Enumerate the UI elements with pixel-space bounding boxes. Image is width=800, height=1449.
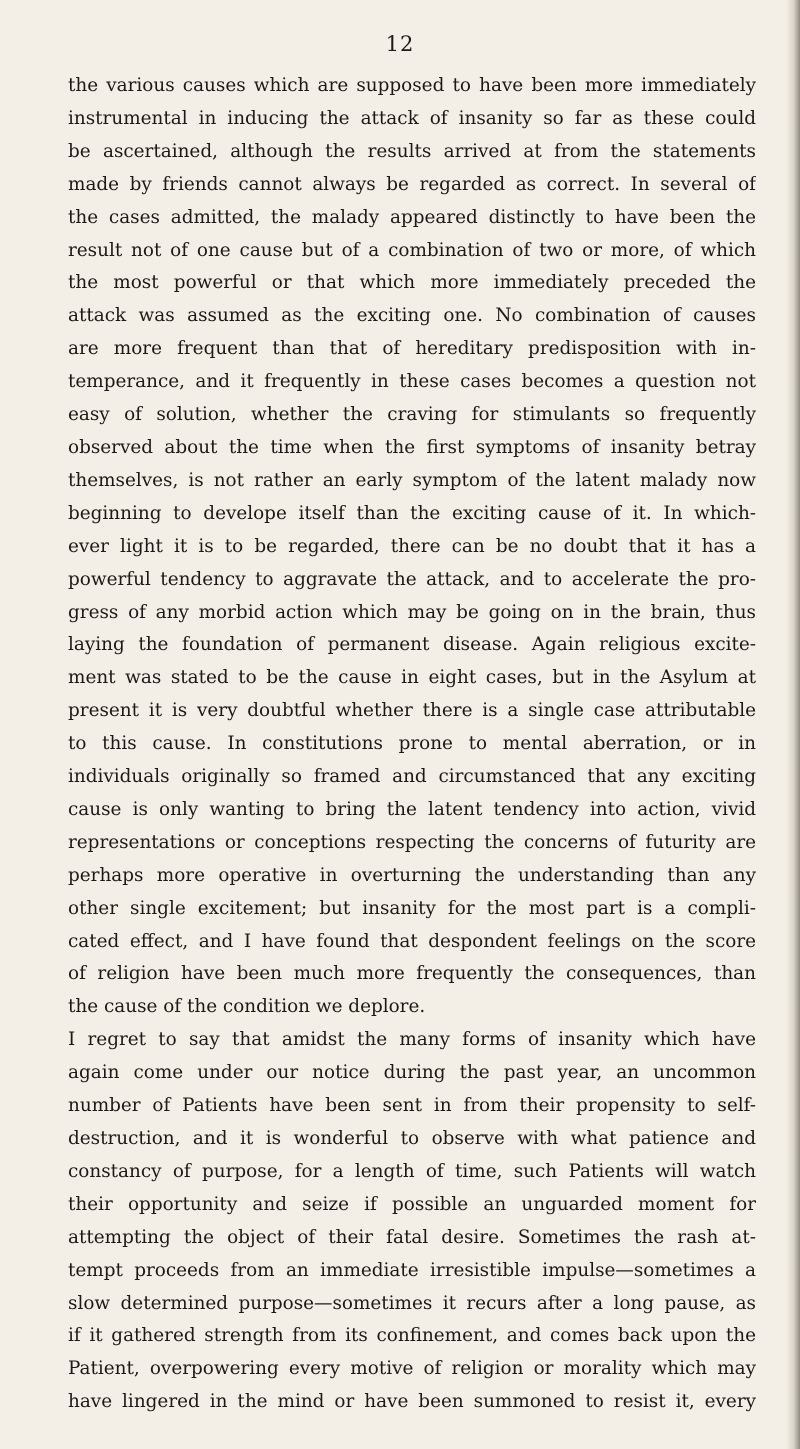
text-line: constancy of purpose, for a length of time, such Patients will watch — [68, 1160, 756, 1182]
text-line: the cases admitted, the malady appeared distinctly to have been the — [68, 206, 756, 228]
text-line: again come under our notice during the past year, an uncommon — [68, 1062, 756, 1084]
text-line: instrumental in inducing the attack of insanity so far as these could — [68, 107, 756, 129]
text-line: be ascertained, although the results arrived at from the statements — [68, 140, 756, 162]
text-line: Patient, overpowering every motive of religion or morality which may — [68, 1358, 756, 1380]
text-line: perhaps more operative in overturning the understanding than any — [68, 864, 756, 886]
text-line: present it is very doubtful whether there is a single case attributable — [68, 700, 756, 722]
text-line: if it gathered strength from its confinement, and comes back upon the — [68, 1325, 756, 1347]
text-line: cause is only wanting to bring the latent tendency into action, vivid — [68, 798, 756, 820]
text-line: other single excitement; but insanity for the most part is a compli- — [68, 897, 756, 919]
text-line: are more frequent than that of hereditary predisposition with in- — [68, 338, 756, 360]
text-line: tempt proceeds from an immediate irresistible impulse—sometimes a — [68, 1259, 756, 1281]
text-line: easy of solution, whether the craving for stimulants so frequently — [68, 404, 756, 426]
text-line: made by friends cannot always be regarded as correct. In several of — [68, 173, 756, 195]
text-line: the cause of the condition we deplore. — [68, 996, 426, 1018]
text-line: attack was assumed as the exciting one. No combination of causes — [68, 305, 756, 327]
text-line: powerful tendency to aggravate the attack, and to accelerate the pro- — [68, 568, 756, 590]
text-line: the various causes which are supposed to have been more immediately — [68, 75, 756, 96]
text-line: observed about the time when the first symptoms of insanity betray — [68, 436, 756, 458]
text-line: I regret to say that amidst the many forms of insanity which have — [68, 1029, 756, 1051]
text-line: to this cause. In constitutions prone to mental aberration, or in — [68, 733, 756, 755]
paragraph-causes-of-insanity — [68, 70, 756, 1024]
paragraph-self-destruction — [68, 1024, 756, 1419]
text-line: laying the foundation of permanent disease. Again religious excite- — [68, 634, 756, 656]
text-line: of religion have been much more frequently the consequences, than — [68, 963, 756, 985]
page-number: 12 — [385, 32, 415, 56]
text-line: attempting the object of their fatal desire. Sometimes the rash at- — [68, 1226, 756, 1248]
text-line: result not of one cause but of a combination of two or more, of which — [68, 239, 756, 261]
body-text — [68, 70, 756, 1419]
text-line: cated effect, and I have found that despondent feelings on the score — [68, 930, 756, 952]
text-line: number of Patients have been sent in from their propensity to self- — [68, 1095, 756, 1117]
page-edge-shadow — [786, 0, 800, 1449]
text-line: destruction, and it is wonderful to observe with what patience and — [68, 1128, 756, 1149]
text-line: themselves, is not rather an early symptom of the latent malady now — [68, 469, 756, 491]
text-line: the most powerful or that which more immediately preceded the — [68, 272, 756, 294]
text-line: have lingered in the mind or have been summoned to resist it, every — [68, 1391, 756, 1413]
text-line: gress of any morbid action which may be going on in the brain, thus — [68, 601, 756, 623]
text-line: slow determined purpose—sometimes it recurs after a long pause, as — [68, 1292, 756, 1314]
text-line: temperance, and it frequently in these cases becomes a question not — [68, 371, 756, 393]
text-line: ment was stated to be the cause in eight cases, but in the Asylum at — [68, 667, 756, 689]
text-line: beginning to develope itself than the exciting cause of it. In which- — [68, 502, 756, 524]
text-line: representations or conceptions respecting the concerns of futurity are — [68, 831, 756, 853]
text-line: their opportunity and seize if possible an unguarded moment for — [68, 1193, 756, 1215]
text-line: ever light it is to be regarded, there can be no doubt that it has a — [68, 535, 756, 557]
text-line: individuals originally so framed and circumstanced that any exciting — [68, 766, 756, 788]
